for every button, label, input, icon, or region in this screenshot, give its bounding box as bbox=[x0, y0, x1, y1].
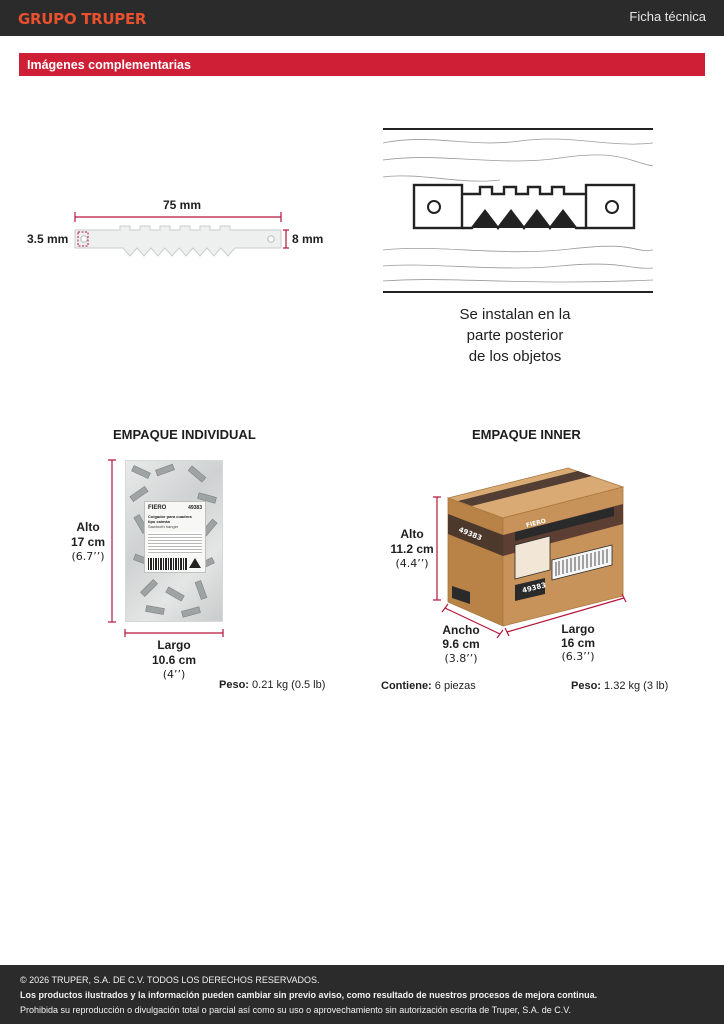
footer-prohibition: Prohibida su reproducción o divulgación total o parcial así como su uso o aprovechamiento sin autorización escrita de Truper, S.A. de C.V. bbox=[20, 1005, 571, 1015]
inner-contents-label: Contiene: bbox=[381, 680, 432, 692]
inner-weight-value: 1.32 kg (3 lb) bbox=[604, 680, 669, 692]
install-note-line1: Se instalan en la bbox=[459, 306, 571, 323]
inner-weight bbox=[571, 680, 668, 692]
install-note-line3: de los objetos bbox=[468, 348, 562, 365]
bag-text2: tipo caimán bbox=[148, 519, 171, 524]
install-note-line2: parte posterior bbox=[466, 327, 564, 344]
individual-package-title: EMPAQUE INDIVIDUAL bbox=[113, 427, 256, 442]
page-footer bbox=[0, 965, 724, 1024]
height-8mm-label: 8 mm bbox=[292, 232, 324, 246]
inner-contents bbox=[381, 680, 476, 692]
individual-largo-cm: 10.6 cm bbox=[151, 653, 197, 667]
inner-largo-in: (6.3’’) bbox=[561, 650, 595, 663]
footer-copyright: © 2026 TRUPER, S.A. DE C.V. TODOS LOS DERECHOS RESERVADOS. bbox=[20, 975, 320, 985]
inner-package-title: EMPAQUE INNER bbox=[472, 427, 581, 442]
individual-weight-label: Peso: bbox=[219, 679, 249, 691]
individual-alto-cm: 17 cm bbox=[70, 535, 106, 549]
inner-weight-label: Peso: bbox=[571, 680, 601, 692]
footer-disclaimer: Los productos ilustrados y la información pueden cambiar sin previo aviso, como resultado de nuestros procesos de mejora continua. bbox=[20, 990, 598, 1000]
bag-brand-text: FIERO bbox=[148, 505, 167, 511]
individual-largo-in: (4’’) bbox=[162, 668, 186, 681]
inner-largo-label: Largo bbox=[561, 622, 595, 636]
bag-code-text: 49383 bbox=[188, 505, 202, 511]
inner-box-code-side: 49383 bbox=[457, 525, 483, 543]
inner-alto-in: (4.4’’) bbox=[395, 557, 429, 570]
bag-text1: Colgador para cuadros bbox=[148, 514, 192, 519]
individual-alto-label: Alto bbox=[76, 520, 100, 534]
bag-text3: Sawtooth hanger bbox=[148, 524, 179, 529]
document-type-label: Ficha técnica bbox=[629, 9, 706, 24]
grupo-truper-logo: GRUPO TRUPER bbox=[18, 10, 147, 28]
inner-ancho-in: (3.8’’) bbox=[444, 652, 478, 665]
individual-alto-in: (6.7’’) bbox=[71, 550, 105, 563]
individual-weight-value: 0.21 kg (0.5 lb) bbox=[252, 679, 326, 691]
inner-alto-label: Alto bbox=[400, 527, 424, 541]
inner-contents-value: 6 piezas bbox=[434, 680, 476, 692]
section-title: Imágenes complementarias bbox=[27, 58, 191, 72]
individual-largo-label: Largo bbox=[157, 638, 191, 652]
inner-ancho-cm: 9.6 cm bbox=[442, 637, 480, 651]
thickness-label: 3.5 mm bbox=[27, 232, 69, 246]
inner-ancho-label: Ancho bbox=[442, 623, 480, 637]
inner-box-brand: FIERO bbox=[525, 517, 547, 530]
inner-largo-cm: 16 cm bbox=[560, 636, 596, 650]
inner-alto-cm: 11.2 cm bbox=[390, 542, 434, 556]
inner-box-code-front: 49383 bbox=[521, 581, 547, 595]
length-75mm-label: 75 mm bbox=[163, 198, 202, 212]
